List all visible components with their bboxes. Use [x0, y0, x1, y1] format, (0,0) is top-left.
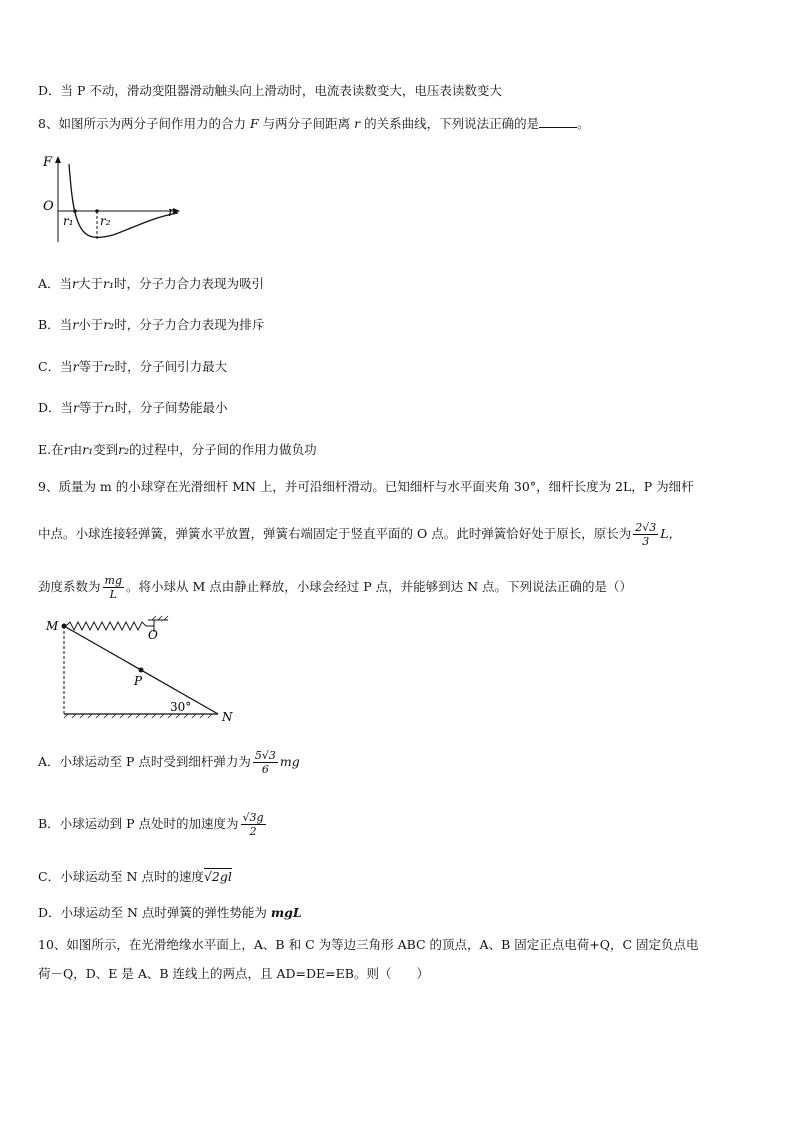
opt-c-post: 时，分子间引力最大 — [114, 359, 228, 374]
q9-line3-text: 劲度系数为 — [38, 579, 101, 594]
q8-stem — [38, 116, 590, 132]
force-curve — [69, 164, 178, 237]
answer-blank — [539, 127, 577, 128]
opt-b-pre: B．当 — [38, 317, 73, 332]
opt-b-mid: 小于 — [78, 317, 104, 332]
q8-option-d — [38, 400, 228, 416]
q9-opt-b-pre: B．小球运动到 P 点处时的加速度为 — [38, 816, 239, 831]
opt-a-pre: A．当 — [38, 276, 73, 291]
q8-option-a — [38, 276, 264, 292]
q9-line1: 9、质量为 m 的小球穿在光滑细杆 MN 上，并可沿细杆滑动。已知细杆与水平面夹角 30°，细杆长度为 2L，P 为细杆 — [38, 479, 694, 494]
q9-line2 — [38, 519, 681, 549]
opt-a-mid: 大于 — [78, 276, 104, 291]
q9-option-b — [38, 809, 268, 839]
y-axis-arrow — [55, 156, 61, 163]
q9-opt-c-pre: C．小球运动至 N 点时的速度 — [38, 869, 204, 884]
opt-a-sub: r₁ — [103, 276, 115, 291]
opt-d-mid: 等于 — [79, 400, 105, 415]
label-P: P — [134, 674, 143, 688]
label-O: O — [43, 199, 54, 214]
q8-stem-end: 。 — [577, 116, 590, 131]
frac-num: mg — [104, 574, 122, 587]
frac-num: 2√3 — [635, 521, 657, 534]
frac-den: L — [109, 588, 117, 601]
point-P — [139, 668, 144, 673]
opt-e-pre: E.在 — [38, 442, 64, 457]
q9-opt-c-value: √2gl — [203, 869, 232, 884]
frac-num: √3g — [242, 811, 264, 824]
label-F: F — [43, 155, 53, 170]
q8-stem-b: 与两分子间距离 — [262, 116, 351, 131]
q10-line2: 荷－Q，D、E 是 A、B 连线上的两点，且 AD=DE=EB。则（ ） — [38, 966, 429, 981]
label-M: M — [46, 619, 59, 633]
opt-e-mid2: 变到 — [93, 442, 119, 457]
q9-option-a — [38, 747, 300, 777]
label-N: N — [222, 710, 233, 724]
q9-opt-d-value: mgL — [270, 905, 302, 920]
opt-e-sub1: r₁ — [82, 442, 94, 457]
opt-c-var: r — [72, 359, 79, 374]
q8-stem-a: 8、如图所示为两分子间作用力的合力 — [38, 116, 246, 131]
q9-rod-spring-figure — [42, 614, 242, 726]
r2-point — [95, 209, 99, 213]
opt-e-var: r — [63, 442, 70, 457]
spring — [66, 622, 154, 630]
opt-b-var: r — [72, 317, 79, 332]
q10-line1: 10、如图所示，在光滑绝缘水平面上，A、B 和 C 为等边三角形 ABC 的顶点，A、B 固定正点电荷+Q，C 固定负点电 — [38, 937, 699, 952]
opt-a-var: r — [72, 276, 79, 291]
q9-option-d — [38, 905, 302, 921]
q8-force-curve-figure — [38, 150, 188, 245]
opt-e-post: 的过程中，分子间的作用力做负功 — [129, 442, 317, 457]
opt-d-post: 时，分子间势能最小 — [115, 400, 228, 415]
frac-den: 2 — [249, 825, 257, 838]
opt-a-post: 时，分子力合力表现为吸引 — [114, 276, 265, 291]
q9-line2-text: 中点。小球连接轻弹簧，弹簧水平放置，弹簧右端固定于竖直平面的 O 点。此时弹簧恰好处于原长，原长为 — [38, 526, 632, 541]
q8-var-F: F — [249, 116, 259, 131]
q9-line3-end: 。将小球从 M 点由静止释放，小球会经过 P 点，并能够到达 N 点。下列说法正确的是（） — [126, 579, 632, 594]
label-angle: 30° — [170, 700, 192, 714]
ball-M — [62, 624, 67, 629]
label-r2: r₂ — [100, 214, 111, 228]
label-r: r — [168, 205, 175, 220]
opt-b-sub: r₂ — [103, 317, 115, 332]
wall-hatch — [152, 616, 168, 620]
q9-opt-b-fraction — [241, 811, 266, 838]
q9-line2-end: L， — [660, 526, 682, 541]
q9-length-fraction — [633, 521, 658, 548]
frac-den: 3 — [642, 535, 650, 548]
opt-b-post: 时，分子力合力表现为排斥 — [114, 317, 265, 332]
q8-option-e — [38, 442, 317, 458]
opt-c-sub: r₂ — [103, 359, 115, 374]
label-r1: r₁ — [63, 214, 74, 228]
opt-c-mid: 等于 — [78, 359, 104, 374]
q8-stem-c: 的关系曲线，下列说法正确的是 — [364, 116, 540, 131]
q8-var-r: r — [354, 116, 361, 131]
q9-opt-a-fraction — [253, 749, 278, 776]
opt-e-sub2: r₂ — [118, 442, 130, 457]
q8-option-c — [38, 359, 227, 375]
q9-option-c — [38, 869, 232, 885]
opt-d-var: r — [73, 400, 80, 415]
q9-opt-d-pre: D．小球运动至 N 点时弹簧的弹性势能为 — [38, 905, 271, 920]
label-O: O — [148, 628, 158, 642]
q9-opt-a-pre: A．小球运动至 P 点时受到细杆弹力为 — [38, 754, 251, 769]
q8-option-b — [38, 317, 264, 333]
frac-num: 5√3 — [254, 749, 276, 762]
q9-line3 — [38, 572, 632, 602]
q9-k-fraction — [103, 574, 124, 601]
r1-point — [73, 209, 77, 213]
opt-d-pre: D．当 — [38, 400, 74, 415]
opt-e-mid1: 由 — [69, 442, 83, 457]
q9-opt-a-post: mg — [279, 754, 300, 769]
frac-den: 6 — [261, 763, 269, 776]
opt-d-sub: r₁ — [104, 400, 116, 415]
q7-option-d: D．当 P 不动，滑动变阻器滑动触头向上滑动时，电流表读数变大，电压表读数变大 — [38, 83, 502, 98]
opt-c-pre: C．当 — [38, 359, 73, 374]
